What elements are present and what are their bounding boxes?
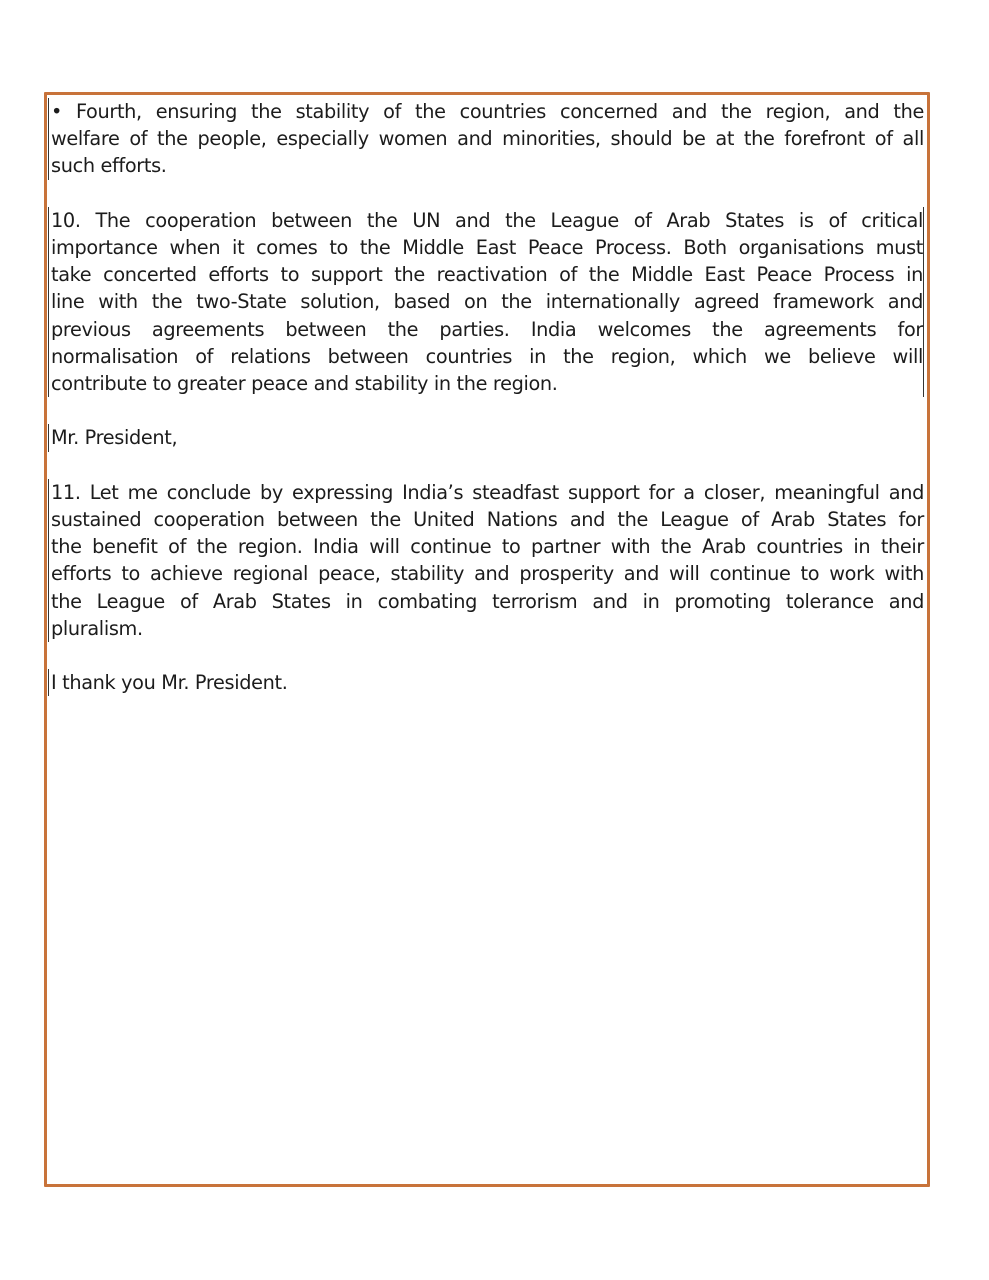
text-line: pluralism. <box>48 615 924 642</box>
text-line: contribute to greater peace and stability in the region. <box>48 370 924 397</box>
salutation <box>48 424 924 451</box>
paragraph-10 <box>48 207 924 397</box>
text-line: take concerted efforts to support the reactivation of the Middle East Peace Process in <box>48 261 924 288</box>
text-line: importance when it comes to the Middle East Peace Process. Both organisations must <box>48 234 924 261</box>
text-line: efforts to achieve regional peace, stability and prosperity and will continue to work with <box>48 560 924 587</box>
text-line: Mr. President, <box>48 424 924 451</box>
text-line: 11. Let me conclude by expressing India’s steadfast support for a closer, meaningful and <box>48 479 924 506</box>
text-line: the benefit of the region. India will continue to partner with the Arab countries in their <box>48 533 924 560</box>
text-line: line with the two-State solution, based on the internationally agreed framework and <box>48 288 924 315</box>
text-line: previous agreements between the parties. India welcomes the agreements for <box>48 316 924 343</box>
text-line: sustained cooperation between the United Nations and the League of Arab States for <box>48 506 924 533</box>
text-line: normalisation of relations between countries in the region, which we believe will <box>48 343 924 370</box>
text-line: I thank you Mr. President. <box>48 669 924 696</box>
text-line: 10. The cooperation between the UN and the League of Arab States is of critical <box>48 207 924 234</box>
text-line: • Fourth, ensuring the stability of the countries concerned and the region, and the <box>48 98 924 125</box>
document-body <box>48 98 924 724</box>
text-line: such efforts. <box>48 152 924 179</box>
closing-line <box>48 669 924 696</box>
paragraph-11 <box>48 479 924 642</box>
text-line: welfare of the people, especially women and minorities, should be at the forefront of all <box>48 125 924 152</box>
text-line: the League of Arab States in combating terrorism and in promoting tolerance and <box>48 588 924 615</box>
paragraph-bullet-fourth <box>48 98 924 180</box>
